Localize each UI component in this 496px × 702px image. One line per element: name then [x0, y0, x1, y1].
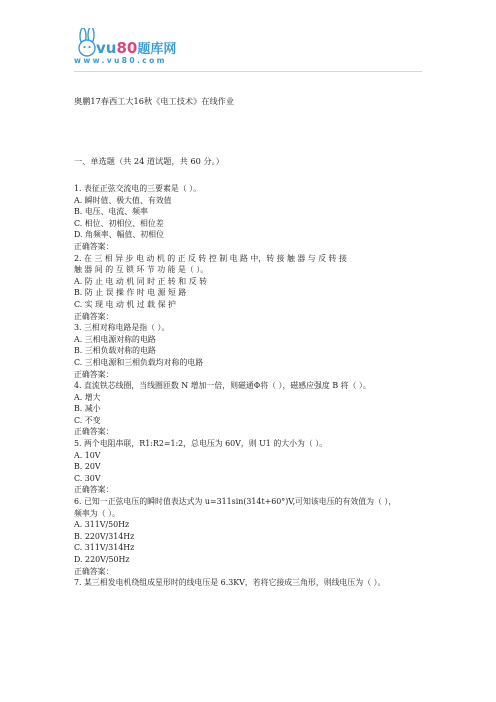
question-item	[74, 253, 426, 323]
question-item	[74, 183, 426, 253]
option: D. 角频率、幅值、初相位	[74, 230, 164, 240]
question-text: 频率为（ ）。	[74, 508, 120, 518]
option: A. 增大	[74, 392, 101, 402]
question-text: 4. 直流铁芯线圈，当线圈匝数 N 增加一倍，则磁通Φ将（ ），磁感应强度 B 将（ ）。	[74, 381, 371, 391]
header-divider	[74, 71, 422, 72]
option: C. 311V/314Hz	[74, 543, 135, 553]
option: A. 10V	[74, 450, 101, 460]
option: C. 不变	[74, 415, 101, 425]
logo-url: www.vu80.com	[74, 56, 167, 65]
question-item	[74, 438, 426, 496]
question-text: 触 器 间 的 互 锁 环 节 功 能 是（ ）。	[74, 265, 209, 275]
answer-label: 正确答案：	[74, 427, 114, 437]
option: A. 瞬时值、极大值、有效值	[74, 195, 172, 205]
option: D. 220V/50Hz	[74, 555, 130, 564]
rabbit-icon	[79, 28, 95, 56]
option: B. 三相负载对称的电路	[74, 346, 156, 356]
option: C. 30V	[74, 473, 101, 483]
option: A. 311V/50Hz	[74, 520, 130, 530]
answer-label: 正确答案：	[74, 241, 114, 251]
question-item	[74, 577, 426, 589]
question-text: 5. 两个电阻串联，R1:R2=1:2，总电压为 60V，则 U1 的大小为（ ）。	[74, 439, 328, 449]
option: C. 实 现 电 动 机 过 载 保 护	[74, 299, 176, 309]
option: A. 三相电源对称的电路	[74, 334, 156, 344]
answer-label: 正确答案：	[74, 485, 114, 495]
question-text: 3. 三相对称电路是指（ ）。	[74, 323, 170, 333]
question-list	[74, 183, 426, 589]
option: B. 防 止 误 操 作 时 电 源 短 路	[74, 288, 187, 298]
option: B. 电压、电流、频率	[74, 207, 148, 217]
option: A. 防 止 电 动 机 同 时 正 转 和 反 转	[74, 276, 207, 286]
section-heading: 一、单选题（共 24 道试题，共 60 分。）	[74, 156, 224, 166]
option: B. 减小	[74, 404, 101, 414]
document-title: 奥鹏17春西工大16秋《电工技术》在线作业	[74, 96, 235, 106]
option: C. 三相电源和三相负载均对称的电路	[74, 357, 204, 367]
question-text: 6. 已知一正弦电压的瞬时值表达式为 u=311sin(314t+60°)V,可知该电压的有效值为（ ），	[74, 497, 397, 507]
answer-label: 正确答案：	[74, 369, 114, 379]
option: B. 220V/314Hz	[74, 531, 135, 541]
question-item	[74, 496, 426, 577]
question-text: 7. 某三相发电机绕组成星形时的线电压是 6.3KV，若将它接成三角形，则线电压为（ ）。	[74, 578, 386, 588]
answer-label: 正确答案：	[74, 566, 114, 576]
option: C. 相位、初相位、相位差	[74, 218, 164, 228]
logo-text: vu80题库网	[96, 39, 177, 57]
question-item	[74, 322, 426, 380]
question-text: 2. 在 三 相 异 步 电 动 机 的 正 反 转 控 制 电 路 中，转 接 触 器 与 反 转 接	[74, 253, 347, 263]
question-text: 1. 表征正弦交流电的三要素是（ ）。	[74, 184, 201, 193]
answer-label: 正确答案：	[74, 311, 114, 321]
question-item	[74, 380, 426, 438]
option: B. 20V	[74, 462, 101, 472]
